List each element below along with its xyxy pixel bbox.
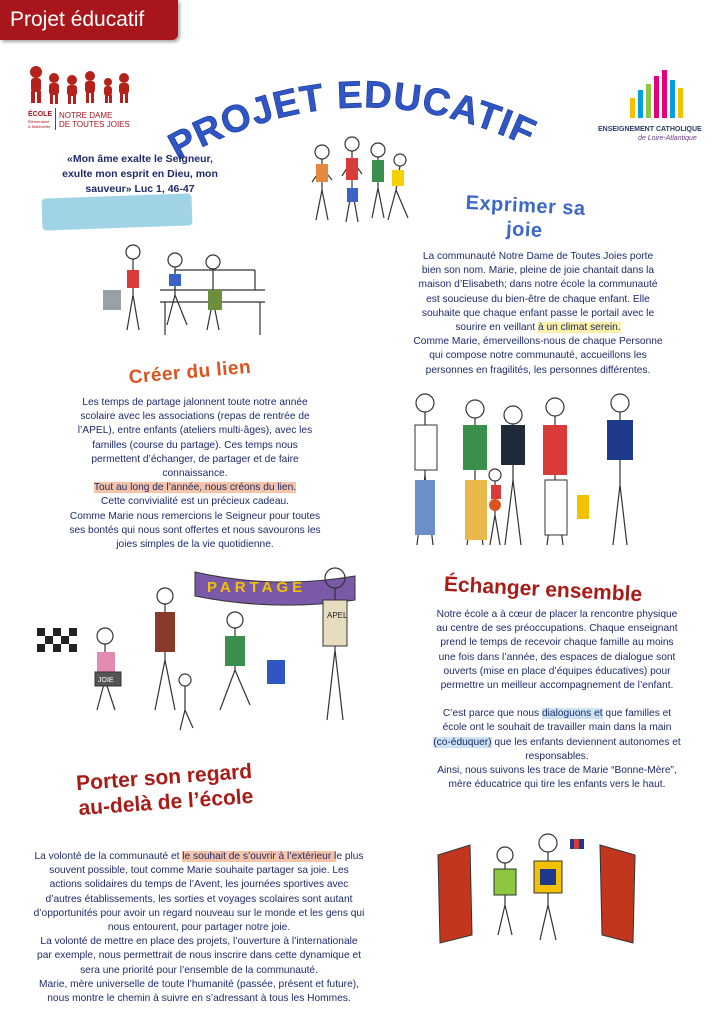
joie-line-2: bien son nom. Marie, pleine de joie chantait dans la xyxy=(421,265,655,277)
echanger-line-4: une fois dans l’année, des espaces de dialogue sont xyxy=(438,651,676,663)
joie-line-6a: sourire en veillant xyxy=(455,322,538,334)
joie-line-5: souhaite que chaque enfant passe le portail avec le xyxy=(421,307,655,319)
section-echanger-text xyxy=(398,608,716,792)
quote-ref: Luc 1, 46-47 xyxy=(131,183,195,195)
lien-line-8: Comme Marie nous remercions le Seigneur pour toutes xyxy=(69,510,321,522)
children-group-illustration xyxy=(300,130,420,240)
children-silhouettes-icon xyxy=(28,64,138,108)
lien-line-6: connaissance. xyxy=(162,468,228,480)
regard-line-5: d’opportunités pour avoir un regard nouveau sur le monde et les gens qui xyxy=(33,907,365,919)
regard-line-9: sera une priorité pour l’ensemble de la communauté. xyxy=(80,964,318,976)
echanger-p2-b: que familles et xyxy=(602,708,672,720)
lien-line-3: l’APEL), entre enfants (ateliers multi-âges), avec les xyxy=(77,425,313,437)
section-lien-text xyxy=(50,396,340,552)
banner-label: PARTAGE xyxy=(207,579,307,596)
joie-highlight: à un climat serein. xyxy=(538,322,621,334)
lien-highlight: Tout au long de l’année, nous créons du lien. xyxy=(93,482,297,494)
school-gate-illustration xyxy=(430,825,645,950)
ec-logo-line1: ENSEIGNEMENT CATHOLIQUE xyxy=(598,126,702,133)
ec-logo xyxy=(598,70,716,150)
lien-line-5: permettent d’échanger, de partager et de faire xyxy=(91,453,299,465)
echanger-p2-line5: Ainsi, nous suivons les trace de Marie “Bonne-Mère”, xyxy=(437,765,677,777)
school-logo-line3: NOTRE DAME xyxy=(59,111,113,120)
joie-line-8: qui compose notre communauté, accueillons les xyxy=(429,350,647,362)
section-joie-text xyxy=(388,250,688,378)
regard-line-1a: La volonté de la communauté et xyxy=(34,851,183,862)
section-regard-text xyxy=(10,850,388,1006)
school-logo-line1: ÉCOLE xyxy=(28,111,53,118)
school-logo-line4: DE TOUTES JOIES xyxy=(59,120,130,129)
quote-line1: «Mon âme exalte le Seigneur, xyxy=(67,153,213,165)
echanger-p2-a: C’est parce que nous xyxy=(442,708,542,720)
lien-line-7: Cette convivialité est un précieux cadeau. xyxy=(100,496,289,508)
page-tag: Projet éducatif xyxy=(0,0,178,40)
regard-line-11: nous montre le chemin à suivre en s’adressant à tous les Hommes. xyxy=(47,993,351,1005)
echanger-p2-line3b: que les enfants deviennent autonomes et xyxy=(491,736,681,748)
regard-line-4: d’autres établissements, les sorties et voyages scolaires sont autant xyxy=(45,893,353,905)
section-lien-title: Créer du lien xyxy=(127,356,252,389)
quote-line2: exulte mon esprit en Dieu, mon xyxy=(62,168,218,180)
bench-illustration xyxy=(95,240,270,350)
main-title-text: PROJET EDUCATIF xyxy=(161,74,543,169)
echanger-line-6: permettre un meilleur accompagnement de l’enfant. xyxy=(440,680,674,692)
echanger-highlight-2: (co-éduquer) xyxy=(433,736,492,748)
lien-line-9: ses bontés qui nous sont offertes et nous savourons les xyxy=(69,524,321,536)
apel-label: APEL xyxy=(327,611,348,620)
echanger-p2-line4: responsables. xyxy=(525,750,589,762)
joie-line-4: est soucieuse du bien-être de chaque enfant. Elle xyxy=(426,293,650,305)
echanger-line-3: prend le temps de recevoir chaque famille au moins xyxy=(440,637,674,649)
section-echanger-title: Échanger ensemble xyxy=(443,572,643,607)
lien-line-2: scolaire avec les associations (repas de rentrée de xyxy=(80,411,310,423)
section-regard-title xyxy=(39,756,292,823)
echanger-highlight-1: dialoguons et xyxy=(541,708,603,720)
partage-illustration xyxy=(35,560,370,735)
section-regard-title-line2: au-delà de l’école xyxy=(77,784,254,821)
joie-label: JOIE xyxy=(98,677,114,684)
regard-line-7: La volonté de mettre en place des projets, l’ouverture à l’internationale xyxy=(40,936,358,948)
logo-divider xyxy=(55,108,56,130)
echanger-p2-line6: mère éducatrice qui tire les enfants vers le haut. xyxy=(448,779,666,791)
lien-line-4: familles (course du partage). Ces temps nous xyxy=(92,439,298,451)
echanger-p2-line2: école ont le souhait de travailler main dans la main xyxy=(442,722,672,734)
section-joie-title xyxy=(439,190,611,247)
echanger-line-5: ouverts (mise en place d’équipes éducatives) pour xyxy=(443,665,671,677)
joie-line-3: maison d’Elisabeth; dans notre école la communauté xyxy=(418,279,658,291)
quote-block xyxy=(40,152,240,197)
school-logo-line2: Élémentaire & Maternelle xyxy=(28,119,51,129)
section-regard-title-line1: Porter son regard xyxy=(75,759,253,796)
regard-line-1b: e plus xyxy=(336,851,364,862)
regard-line-2: souvent possible, tout comme Marie souhaite partager sa joie. Les xyxy=(49,865,349,877)
regard-line-8: par exemple, nous permettrait de nous inscrire dans cette dynamique et xyxy=(37,950,361,962)
quote-line3: sauveur» xyxy=(85,183,132,195)
families-illustration xyxy=(395,385,660,560)
regard-highlight: le souhait de s’ouvrir à l’extérieur l xyxy=(182,851,337,862)
regard-line-6: nous entourent, pour partager notre joie. xyxy=(107,922,291,934)
quote-brush xyxy=(41,193,192,230)
lien-line-10: joies simples de la vie quotidienne. xyxy=(116,539,274,551)
ec-stripes-icon xyxy=(620,70,720,120)
regard-line-10: Marie, mère universelle de toute l’humanité (passée, présent et future), xyxy=(39,978,359,990)
echanger-line-1: Notre école a à cœur de placer la rencontre physique xyxy=(436,609,678,620)
joie-line-1: La communauté Notre Dame de Toutes Joies porte xyxy=(422,251,654,262)
school-logo xyxy=(28,64,138,134)
ec-logo-line2: de Loire-Atlantique xyxy=(638,135,697,142)
section-joie-title-line1: Exprimer sa xyxy=(465,191,587,221)
lien-line-1: Les temps de partage jalonnent toute notre année xyxy=(82,397,308,408)
section-joie-title-line2: joie xyxy=(505,218,544,242)
joie-line-9: personnes en fragilités, les personnes différentes. xyxy=(425,364,651,376)
joie-line-7: Comme Marie, émerveillons-nous de chaque Personne xyxy=(413,336,663,348)
regard-line-3: actions solidaires du temps de l’Avent, les journées sportives avec xyxy=(49,879,349,891)
echanger-line-2: au centre de ses préoccupations. Chaque enseignant xyxy=(436,623,678,635)
